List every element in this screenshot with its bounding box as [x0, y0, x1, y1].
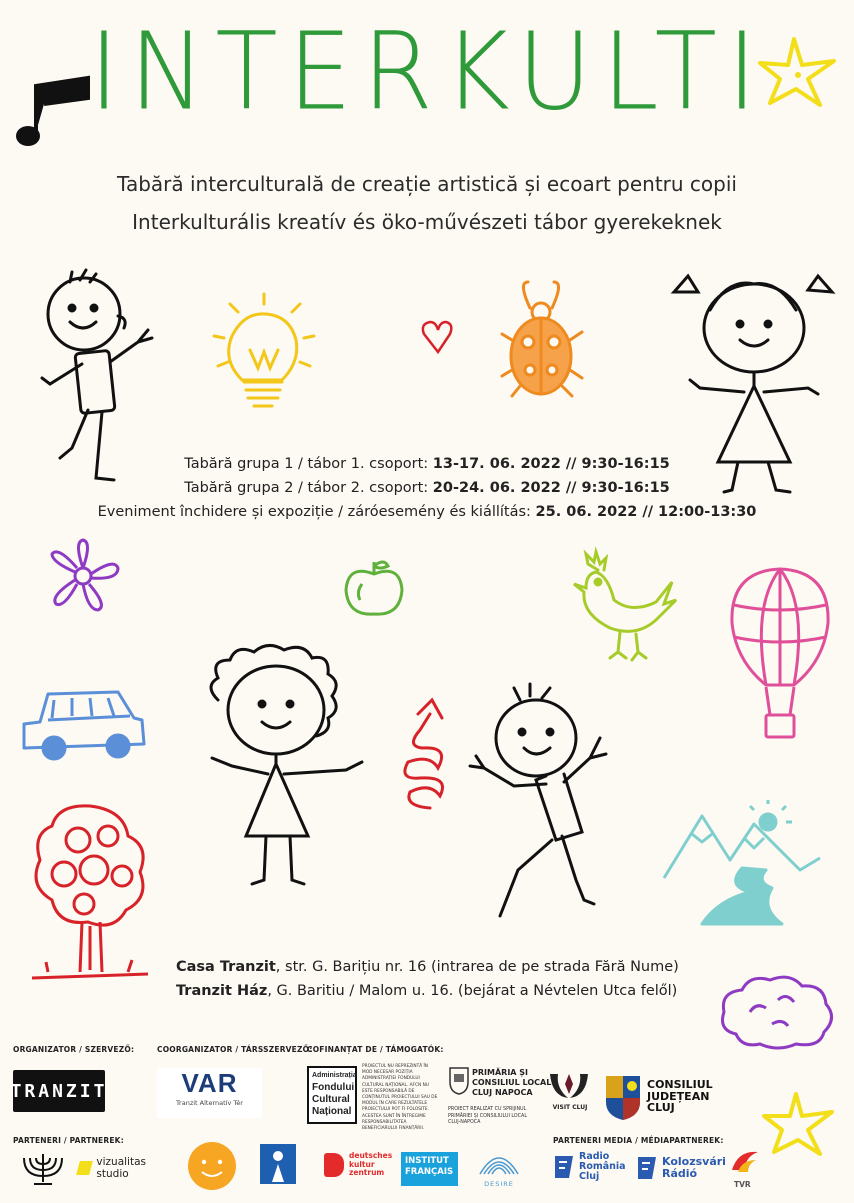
kolozsvari-line: Rádió [662, 1167, 698, 1180]
afcn-line: Cultural [312, 1094, 350, 1105]
deutsches-kulturzentrum-logo [324, 1152, 392, 1178]
visit-cluj-label: VISIT CLUJ [552, 1104, 588, 1111]
tree-icon [28, 800, 153, 995]
institut-line: FRANÇAIS [405, 1167, 454, 1177]
star-icon [758, 35, 838, 110]
vizualitas-mark-icon [76, 1161, 93, 1175]
organizer-label: ORGANIZATOR / SZERVEZŐ: [13, 1045, 135, 1054]
kolozsvari-radio-logo [636, 1155, 726, 1181]
radio-romania-cluj-logo [553, 1152, 626, 1182]
address-ro [176, 955, 679, 979]
desire-label: DESIRE [484, 1180, 514, 1188]
afcn-line: Național [312, 1106, 352, 1117]
institut-francais-logo [401, 1152, 458, 1186]
curly-girl-drawing [196, 640, 371, 890]
jumping-boy-drawing [464, 680, 639, 925]
page-title: INTERKULTI [89, 10, 767, 135]
ladybug-icon [500, 278, 590, 403]
car-icon [18, 688, 150, 764]
primaria-logo [472, 1068, 551, 1098]
apple-icon [340, 558, 410, 620]
coorganizer-label: COORGANIZATOR / TÁRSSZERVEZŐ: [157, 1045, 313, 1054]
visit-cluj-logo-icon [548, 1070, 590, 1100]
flower-icon [44, 538, 122, 614]
subtitle-ro: Tabără interculturală de creație artistică și ecoart pentru copii [117, 172, 737, 196]
radio-romania-mark-icon [553, 1154, 575, 1180]
schedule-value: 13-17. 06. 2022 // 9:30-16:15 [432, 456, 670, 472]
consiliul-line: JUDEȚEAN [647, 1089, 710, 1103]
media-partners-label: PARTENERI MEDIA / MÉDIAPARTNEREK: [553, 1136, 724, 1145]
light-bulb-icon [200, 290, 330, 420]
desire-logo-icon [474, 1146, 524, 1180]
star-icon [762, 1090, 837, 1160]
vizualitas-text: vizualitas studio [96, 1156, 146, 1180]
var-logo-subtext: Tranzit Alternatív Tér [176, 1099, 243, 1107]
venue-address: , str. G. Barițiu nr. 16 (intrarea de pe strada Fără Nume) [275, 959, 679, 975]
schedule-label: Eveniment închidere și expoziție / záróesemény és kiállítás: [97, 504, 536, 520]
county-coat-of-arms-icon [604, 1074, 642, 1120]
schedule-label: Tabără grupa 2 / tábor 2. csoport: [184, 480, 433, 496]
primaria-note: PROIECT REALIZAT CU SPRIJINUL PRIMĂRIEI ȘI CONSILIULUI LOCAL CLUJ-NAPOCA [448, 1107, 527, 1125]
dkz-line: zentrum [349, 1168, 385, 1177]
dkz-mark-icon [324, 1153, 344, 1177]
mountains-icon [662, 796, 822, 931]
menorah-icon [18, 1148, 68, 1190]
schedule-value: 25. 06. 2022 // 12:00-13:30 [535, 504, 757, 520]
bush-icon [716, 972, 836, 1052]
dkz-line: kultur [349, 1159, 375, 1169]
figure-logo-icon [258, 1142, 298, 1192]
radio-line: Radio [579, 1151, 610, 1162]
cluj-coat-of-arms-icon [448, 1066, 470, 1094]
spiral-arrow-icon [390, 696, 460, 816]
tranzit-logo: TRANZIT [13, 1070, 105, 1112]
hot-air-balloon-icon [726, 565, 836, 750]
vizualitas-logo [78, 1158, 178, 1178]
consiliul-line: CONSILIUL [647, 1078, 713, 1091]
radio-line: România [579, 1161, 626, 1172]
venue-name: Tranzit Ház [176, 983, 268, 999]
kolozsvari-line: Kolozsvári [662, 1155, 726, 1168]
tvr-label: TVR [734, 1180, 751, 1189]
primaria-line: PRIMĂRIA ȘI [472, 1068, 529, 1077]
dkz-line: deutsches [349, 1151, 393, 1160]
address-block [176, 955, 679, 1003]
afcn-line: Administrația [312, 1072, 357, 1079]
orange-circle-logo-icon [186, 1140, 238, 1192]
tvr-logo-icon [728, 1148, 762, 1180]
schedule-row-2 [0, 477, 854, 499]
heart-icon [420, 318, 456, 358]
bird-icon [572, 548, 684, 664]
schedule-row-3 [0, 501, 854, 523]
radio-line: Cluj [579, 1171, 600, 1182]
venue-name: Casa Tranzit [176, 959, 276, 975]
primaria-line: CLUJ NAPOCA [472, 1088, 533, 1097]
consiliul-logo [647, 1079, 713, 1114]
partners-label: PARTENERI / PARTNEREK: [13, 1136, 124, 1145]
afcn-logo [307, 1066, 357, 1124]
primaria-line: CONSILIUL LOCAL [472, 1078, 552, 1087]
music-note-icon [14, 72, 94, 162]
schedule-row-1 [0, 453, 854, 475]
schedule-value: 20-24. 06. 2022 // 9:30-16:15 [432, 480, 670, 496]
schedule-label: Tabără grupa 1 / tábor 1. csoport: [184, 456, 433, 472]
venue-address: , G. Baritiu / Malom u. 16. (bejárat a Névtelen Utca felől) [267, 983, 678, 999]
institut-line: INSTITUT [405, 1156, 449, 1166]
var-logo-text: VAR [181, 1068, 238, 1098]
afcn-disclaimer: PROIECTUL NU REPREZINTĂ ÎN MOD NECESAR POZIȚIA ADMINISTRAȚIEI FONDULUI CULTURAL NAȚIONAL. AFCN NU ESTE RESPONSABILĂ DE CONȚINUTUL PROIECTULUI SAU DE MODUL ÎN CARE REZULTATELE PROIECTULUI POT FI FOLOSITE. ACESTEA SUNT ÎN ÎNTREGIME RESPONSABILITATEA BENEFICIARULUI FINANȚĂRII. [362, 1064, 438, 1132]
cofinance-label: COFINANȚAT DE / TÁMOGATÓK: [307, 1045, 444, 1054]
afcn-line: Fondului [312, 1082, 355, 1093]
subtitle-hu: Interkulturális kreatív és öko-művészeti tábor gyerekeknek [132, 210, 722, 234]
consiliul-line: CLUJ [647, 1101, 675, 1114]
schedule [0, 453, 854, 523]
kolozsvari-mark-icon [636, 1155, 658, 1181]
address-hu [176, 979, 679, 1003]
var-logo [157, 1068, 262, 1118]
